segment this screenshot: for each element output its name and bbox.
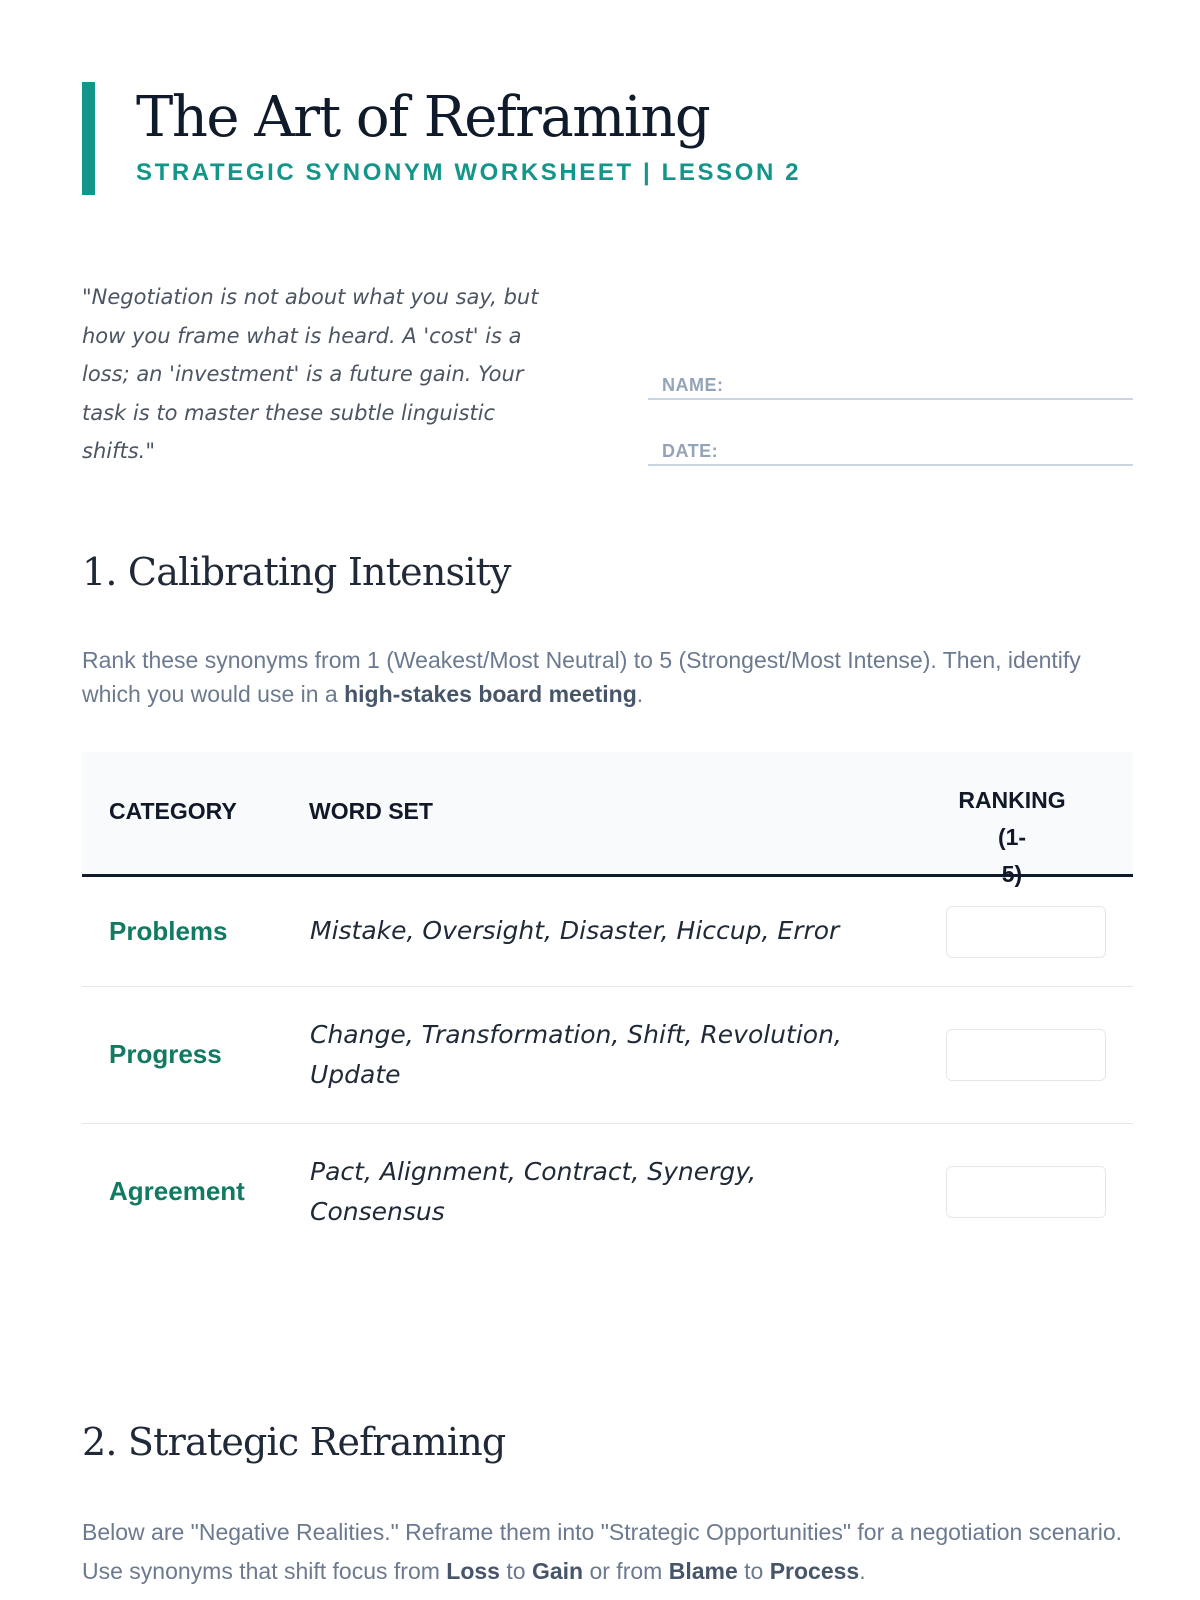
section-2-text: Below are "Negative Realities." Reframe them into "Strategic Opportunities" for a negotiation scenario. Use synonyms that shift focus from [82, 1519, 1123, 1584]
ranking-input[interactable] [946, 1166, 1106, 1218]
page-title: The Art of Reframing [136, 85, 710, 150]
instructions-text: Rank these synonyms from 1 (Weakest/Most Neutral) to 5 (Strongest/Most Intense). Then, identify which you would use in a [82, 647, 1081, 707]
date-label: DATE: [662, 441, 719, 461]
date-field[interactable] [648, 438, 1133, 466]
ranking-input[interactable] [946, 906, 1106, 958]
row-word-set: Mistake, Oversight, Disaster, Hiccup, Error [310, 916, 840, 945]
instructions-emphasis: high-stakes board meeting [344, 681, 637, 707]
header-word-set: WORD SET [309, 798, 433, 824]
page-subtitle: STRATEGIC SYNONYM WORKSHEET | LESSON 2 [136, 159, 802, 186]
instructions-end: . [636, 681, 644, 707]
emphasis-gain: Gain [531, 1558, 584, 1584]
name-label: NAME: [662, 375, 724, 395]
section-2-text-to: to [499, 1558, 532, 1584]
emphasis-blame: Blame [668, 1558, 738, 1584]
section-2-text-or: or from [583, 1558, 669, 1584]
section-2-instructions [82, 1513, 1142, 1591]
row-word-set: Pact, Alignment, Contract, Synergy, Consensus [310, 1157, 757, 1226]
section-1-instructions [82, 643, 1142, 711]
row-category: Problems [109, 916, 228, 946]
emphasis-loss: Loss [446, 1558, 500, 1584]
section-2-text-to-2: to [737, 1558, 770, 1584]
section-1-title: 1. Calibrating Intensity [82, 550, 511, 594]
section-2-text-end: . [859, 1558, 866, 1584]
emphasis-process: Process [769, 1558, 860, 1584]
table-row [82, 1124, 1133, 1260]
section-2-title: 2. Strategic Reframing [82, 1420, 506, 1464]
row-word-set: Change, Transformation, Shift, Revolution, Update [310, 1020, 842, 1089]
title-block [82, 82, 801, 195]
header-ranking-line2: 5) [1001, 861, 1023, 887]
table-row [82, 987, 1133, 1124]
intro-quote: "Negotiation is not about what you say, but how you frame what is heard. A 'cost' is a loss; an 'investment' is a future gain. Your task is to master these subtle linguistic shifts." [82, 285, 539, 463]
ranking-input[interactable] [946, 1029, 1106, 1081]
intensity-table [82, 752, 1133, 1260]
name-field[interactable] [648, 372, 1133, 400]
row-category: Progress [109, 1039, 222, 1069]
row-category: Agreement [109, 1176, 245, 1206]
table-row [82, 877, 1133, 987]
table-header [82, 752, 1133, 887]
header-ranking-line1: RANKING (1- [958, 787, 1066, 850]
header-category: CATEGORY [109, 798, 237, 824]
